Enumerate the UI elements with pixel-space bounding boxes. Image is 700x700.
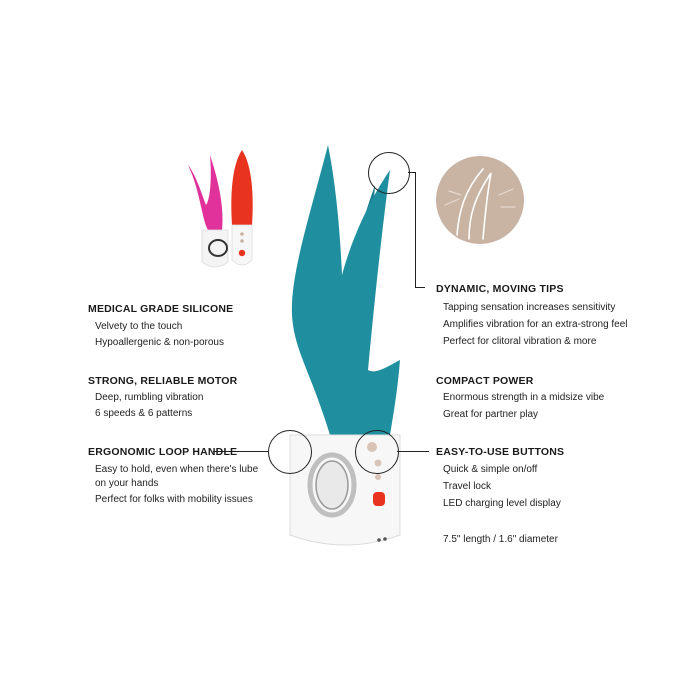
- buttons-callout-circle: [355, 430, 399, 474]
- feature-heading-motor: STRONG, RELIABLE MOTOR: [88, 375, 238, 387]
- feature-item: Perfect for folks with mobility issues: [95, 494, 253, 505]
- tips-callout-line-v: [415, 172, 416, 288]
- dimensions-text: 7.5" length / 1.6" diameter: [443, 534, 558, 545]
- feature-item: 6 speeds & 6 patterns: [95, 408, 193, 419]
- main-product-image: [270, 135, 430, 555]
- feature-item: Deep, rumbling vibration: [95, 392, 204, 403]
- feature-item: Amplifies vibration for an extra-strong feel: [443, 319, 628, 330]
- feature-item: Velvety to the touch: [95, 321, 183, 332]
- feature-item: Great for partner play: [443, 409, 539, 420]
- feature-item: Perfect for clitoral vibration & more: [443, 336, 597, 347]
- feature-heading-tips: DYNAMIC, MOVING TIPS: [436, 283, 564, 295]
- feature-item: Travel lock: [443, 481, 491, 492]
- product-image-teal: [290, 145, 400, 545]
- feature-item: Quick & simple on/off: [443, 464, 538, 475]
- feature-item: Enormous strength in a midsize vibe: [443, 392, 605, 403]
- feature-item: Tapping sensation increases sensitivity: [443, 302, 616, 313]
- feature-heading-loop-handle: ERGONOMIC LOOP HANDLE: [88, 446, 238, 458]
- feature-heading-silicone: MEDICAL GRADE SILICONE: [88, 303, 234, 315]
- feature-item: Easy to hold, even when there's lube: [95, 464, 259, 475]
- handle-callout-circle: [268, 430, 312, 474]
- tips-callout-line-end: [415, 287, 425, 288]
- product-image-pink: [188, 155, 228, 267]
- feature-item: on your hands: [95, 478, 159, 489]
- feature-item: LED charging level display: [443, 498, 561, 509]
- buttons-callout-line: [397, 451, 429, 452]
- variant-products-image: [180, 150, 270, 280]
- tips-callout-circle: [368, 152, 410, 194]
- feature-heading-compact-power: COMPACT POWER: [436, 375, 534, 387]
- feature-heading-buttons: EASY-TO-USE BUTTONS: [436, 446, 565, 458]
- tip-motion-badge: [435, 155, 525, 245]
- feature-item: Hypoallergenic & non-porous: [95, 337, 224, 348]
- product-image-red: [231, 150, 252, 265]
